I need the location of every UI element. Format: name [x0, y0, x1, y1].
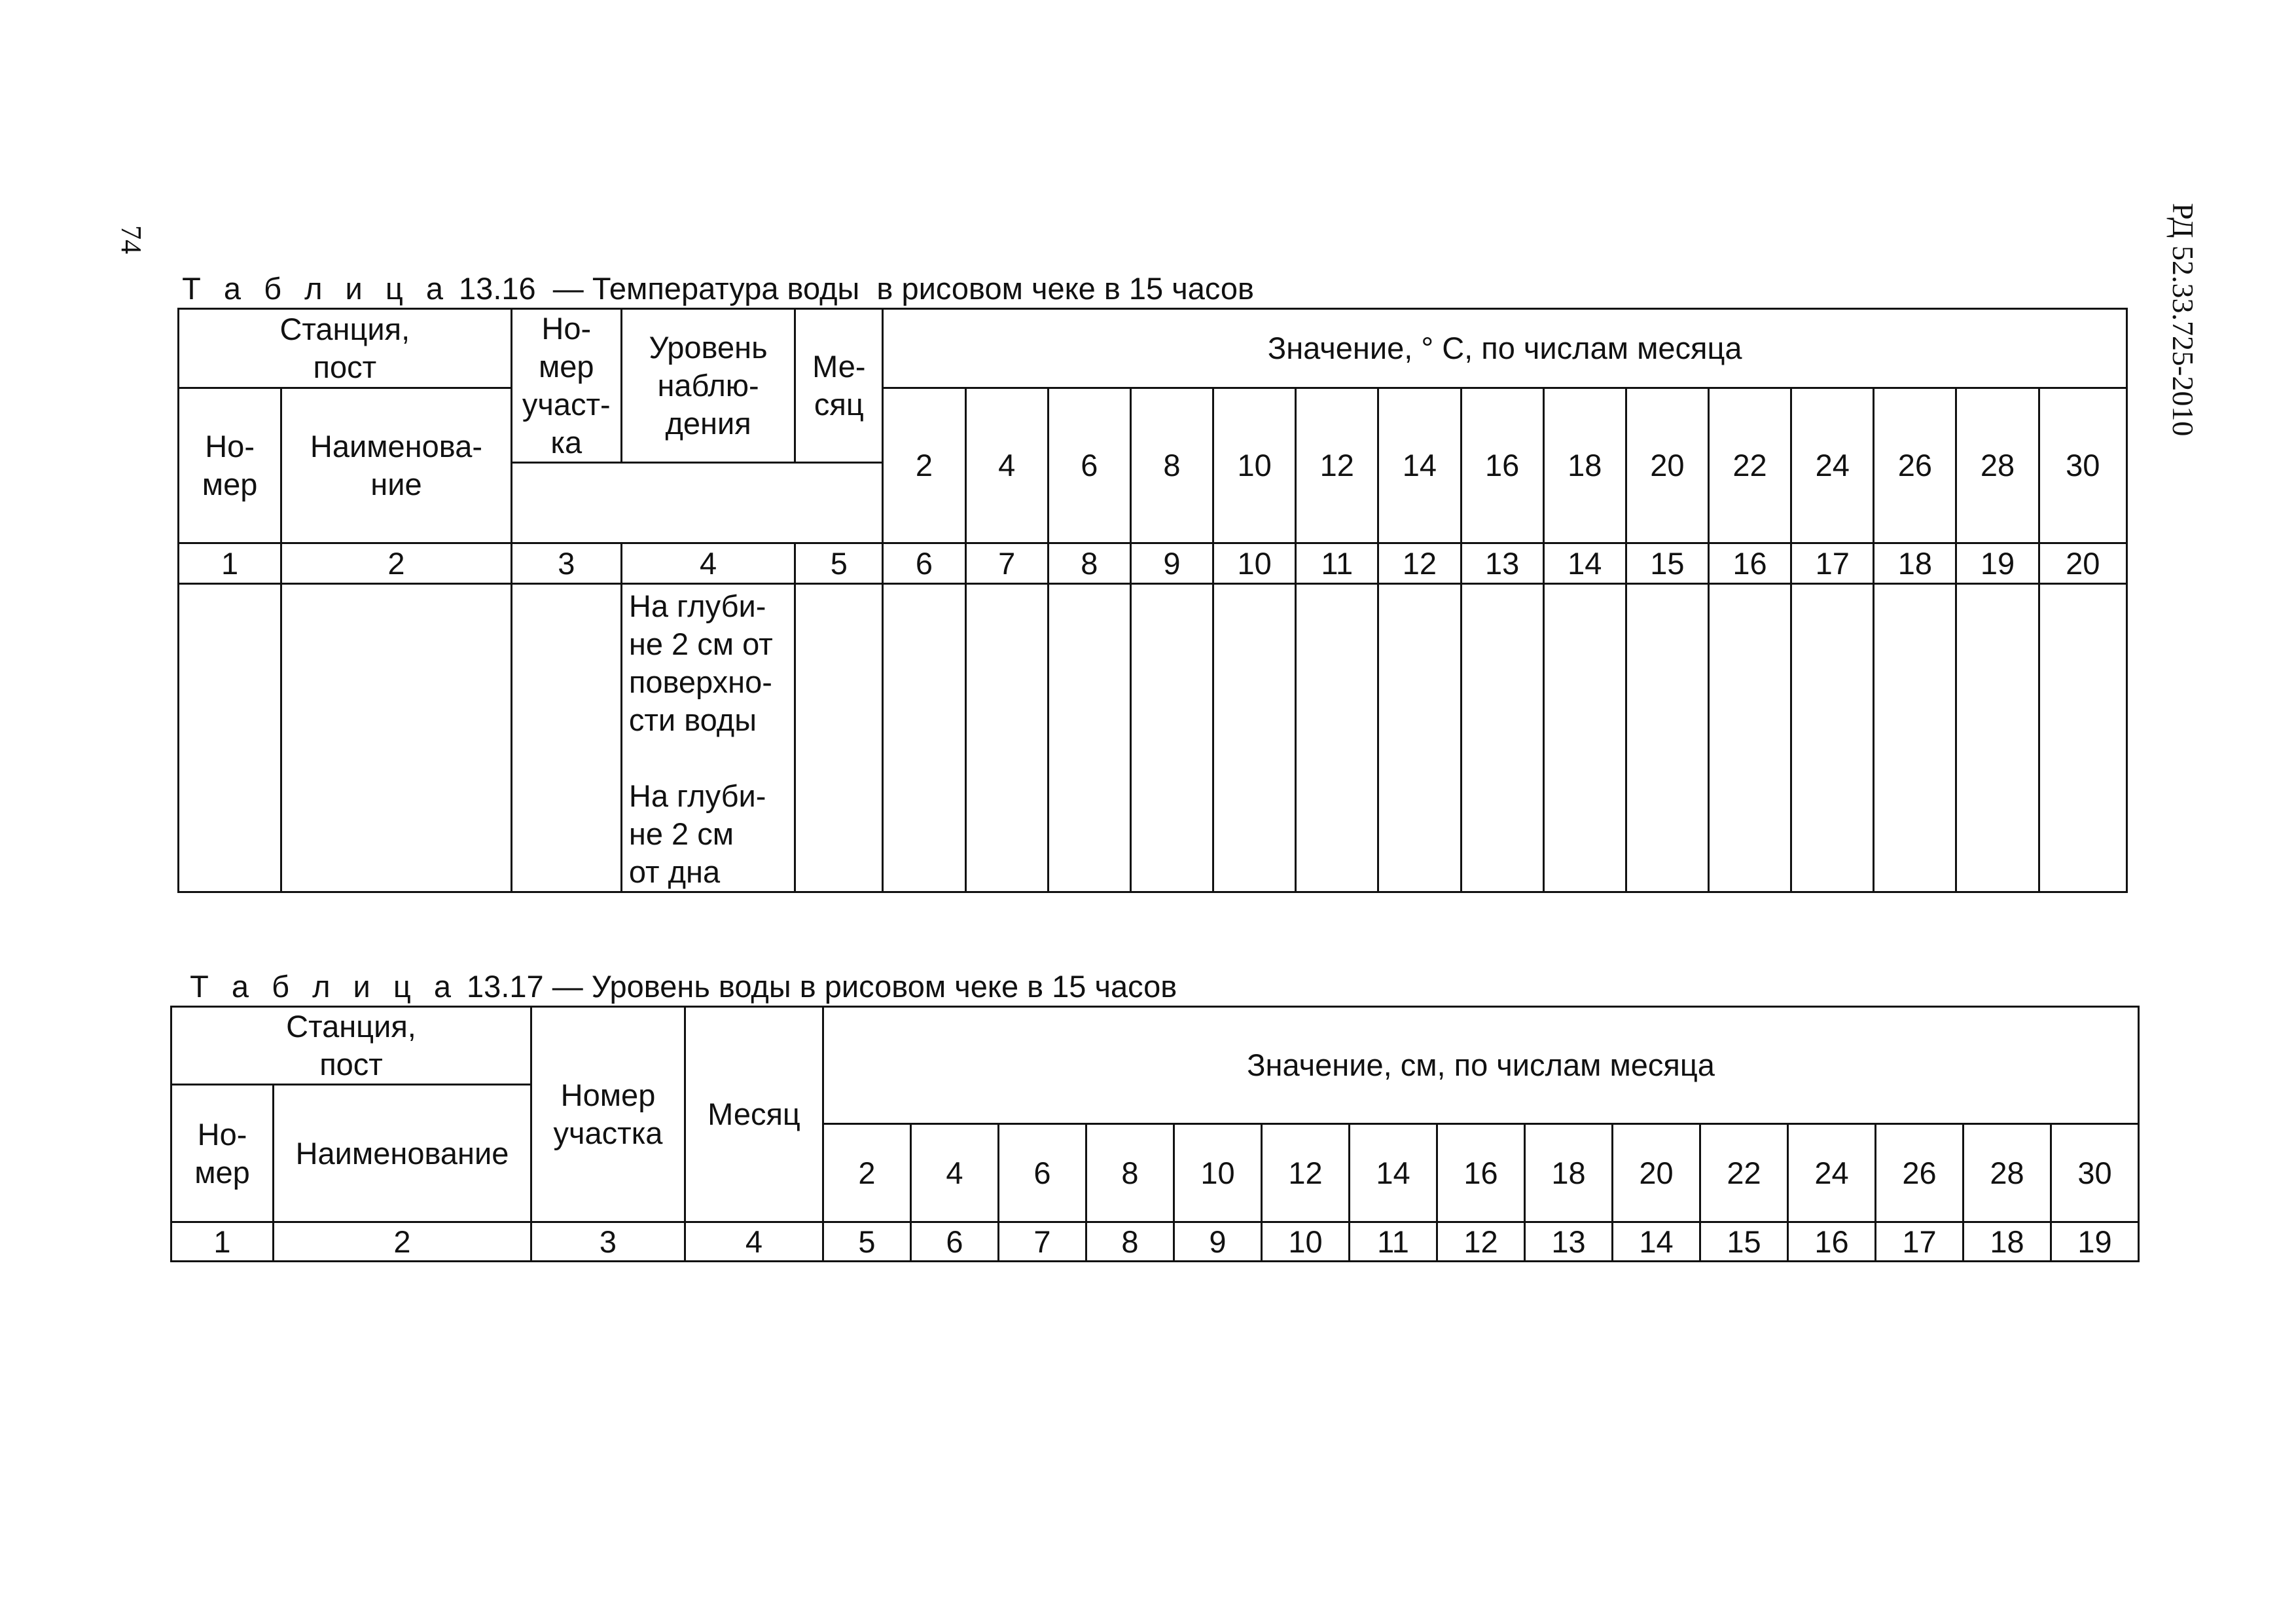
day-header: 18	[1543, 388, 1626, 543]
day-header: 28	[1956, 388, 2039, 543]
day-header: 26	[1876, 1124, 1964, 1222]
column-number: 10	[1262, 1222, 1350, 1262]
empty-cell	[1378, 584, 1461, 892]
day-header: 4	[965, 388, 1048, 543]
column-number: 4	[621, 543, 795, 584]
column-number: 4	[685, 1222, 823, 1262]
table-header-row	[179, 309, 2127, 388]
empty-cell	[281, 584, 511, 892]
column-number: 1	[179, 543, 281, 584]
name-header: Наименование	[274, 1085, 531, 1222]
day-header: 22	[1708, 388, 1791, 543]
column-number: 8	[1048, 543, 1130, 584]
column-number: 19	[1956, 543, 2039, 584]
day-header: 14	[1350, 1124, 1437, 1222]
day-header: 6	[1048, 388, 1130, 543]
column-number-row	[179, 543, 2127, 584]
column-number: 9	[1130, 543, 1213, 584]
day-header: 24	[1791, 388, 1874, 543]
value-header: Значение, см, по числам месяца	[823, 1007, 2139, 1124]
empty-cell	[1956, 584, 2039, 892]
column-number: 18	[1874, 543, 1956, 584]
empty-cell	[2039, 584, 2126, 892]
day-header: 8	[1086, 1124, 1174, 1222]
day-header: 22	[1700, 1124, 1788, 1222]
level-bottom-text: На глуби- не 2 см от дна	[628, 778, 766, 889]
column-number: 13	[1461, 543, 1543, 584]
column-number: 6	[883, 543, 965, 584]
column-number: 6	[911, 1222, 999, 1262]
day-header: 28	[1964, 1124, 2051, 1222]
month-header: Месяц	[685, 1007, 823, 1222]
column-number: 2	[274, 1222, 531, 1262]
table-body-row	[179, 584, 2127, 892]
column-number: 20	[2039, 543, 2126, 584]
day-header: 16	[1461, 388, 1543, 543]
column-number: 16	[1788, 1222, 1876, 1262]
empty-cell	[1048, 584, 1130, 892]
value-header: Значение, ° С, по числам месяца	[883, 309, 2127, 388]
column-number: 17	[1791, 543, 1874, 584]
plot-number-header: Но- мер участ- ка	[511, 309, 621, 463]
column-number: 19	[2051, 1222, 2139, 1262]
observation-level-header: Уровень наблю- дения	[621, 309, 795, 463]
column-number: 11	[1350, 1222, 1437, 1262]
empty-cell	[1626, 584, 1708, 892]
column-number: 3	[531, 1222, 685, 1262]
column-number: 14	[1613, 1222, 1700, 1262]
day-header: 2	[823, 1124, 911, 1222]
column-number: 5	[795, 543, 883, 584]
day-header: 20	[1626, 388, 1708, 543]
empty-cell	[1791, 584, 1874, 892]
column-number: 12	[1437, 1222, 1525, 1262]
column-number: 15	[1700, 1222, 1788, 1262]
station-header: Станция, пост	[171, 1007, 531, 1085]
column-number: 13	[1525, 1222, 1613, 1262]
column-number: 14	[1543, 543, 1626, 584]
empty-cell	[511, 584, 621, 892]
document-code: РД 52.33.725-2010	[2166, 203, 2200, 437]
day-header: 18	[1525, 1124, 1613, 1222]
empty-cell	[1708, 584, 1791, 892]
table-13-17-caption	[173, 932, 1177, 1004]
table-13-16-caption	[165, 234, 1254, 306]
column-number: 1	[171, 1222, 274, 1262]
column-number: 18	[1964, 1222, 2051, 1262]
empty-cell	[883, 584, 965, 892]
table-13-17	[170, 1006, 2140, 1262]
empty-cell	[1213, 584, 1296, 892]
empty-cell	[795, 584, 883, 892]
day-header: 8	[1130, 388, 1213, 543]
number-header: Но- мер	[179, 388, 281, 543]
day-header: 4	[911, 1124, 999, 1222]
day-header: 12	[1262, 1124, 1350, 1222]
column-number: 11	[1296, 543, 1378, 584]
table-13-16	[177, 308, 2128, 893]
empty-cell	[1543, 584, 1626, 892]
station-header: Станция, пост	[179, 309, 512, 388]
empty-cell	[1296, 584, 1378, 892]
empty-cell	[1461, 584, 1543, 892]
day-header: 24	[1788, 1124, 1876, 1222]
number-header: Но- мер	[171, 1085, 274, 1222]
day-header: 20	[1613, 1124, 1700, 1222]
column-number: 5	[823, 1222, 911, 1262]
table-caption-prefix: Т а б л и ц а	[182, 271, 450, 306]
empty-cell	[179, 584, 281, 892]
table-header-row	[179, 388, 2127, 463]
column-number: 16	[1708, 543, 1791, 584]
column-number: 2	[281, 543, 511, 584]
day-header: 6	[999, 1124, 1086, 1222]
day-header: 14	[1378, 388, 1461, 543]
table-header-row	[171, 1007, 2139, 1085]
column-number: 15	[1626, 543, 1708, 584]
day-header: 10	[1213, 388, 1296, 543]
column-number: 12	[1378, 543, 1461, 584]
day-header: 30	[2039, 388, 2126, 543]
table-caption-prefix: Т а б л и ц а	[190, 969, 458, 1004]
column-number: 17	[1876, 1222, 1964, 1262]
table-caption-title: 13.16 — Температура воды в рисовом чеке в 15 часов	[450, 271, 1254, 306]
day-header: 26	[1874, 388, 1956, 543]
spacer	[629, 739, 789, 777]
day-header: 10	[1174, 1124, 1262, 1222]
observation-level-cell	[621, 584, 795, 892]
plot-number-header: Номер участка	[531, 1007, 685, 1222]
column-number-row	[171, 1222, 2139, 1262]
month-header: Ме- сяц	[795, 309, 883, 463]
column-number: 7	[965, 543, 1048, 584]
table-caption-title: 13.17 — Уровень воды в рисовом чеке в 15 часов	[457, 969, 1177, 1004]
name-header: Наименова- ние	[281, 388, 511, 543]
day-header: 12	[1296, 388, 1378, 543]
empty-cell	[1874, 584, 1956, 892]
column-number: 9	[1174, 1222, 1262, 1262]
empty-cell	[1130, 584, 1213, 892]
column-number: 7	[999, 1222, 1086, 1262]
day-header: 16	[1437, 1124, 1525, 1222]
column-number: 8	[1086, 1222, 1174, 1262]
day-header: 30	[2051, 1124, 2139, 1222]
level-surface-text: На глуби- не 2 см от поверхно- сти воды	[628, 589, 773, 737]
empty-cell	[965, 584, 1048, 892]
day-header: 2	[883, 388, 965, 543]
column-number: 3	[511, 543, 621, 584]
column-number: 10	[1213, 543, 1296, 584]
page-number: 74	[115, 225, 147, 254]
